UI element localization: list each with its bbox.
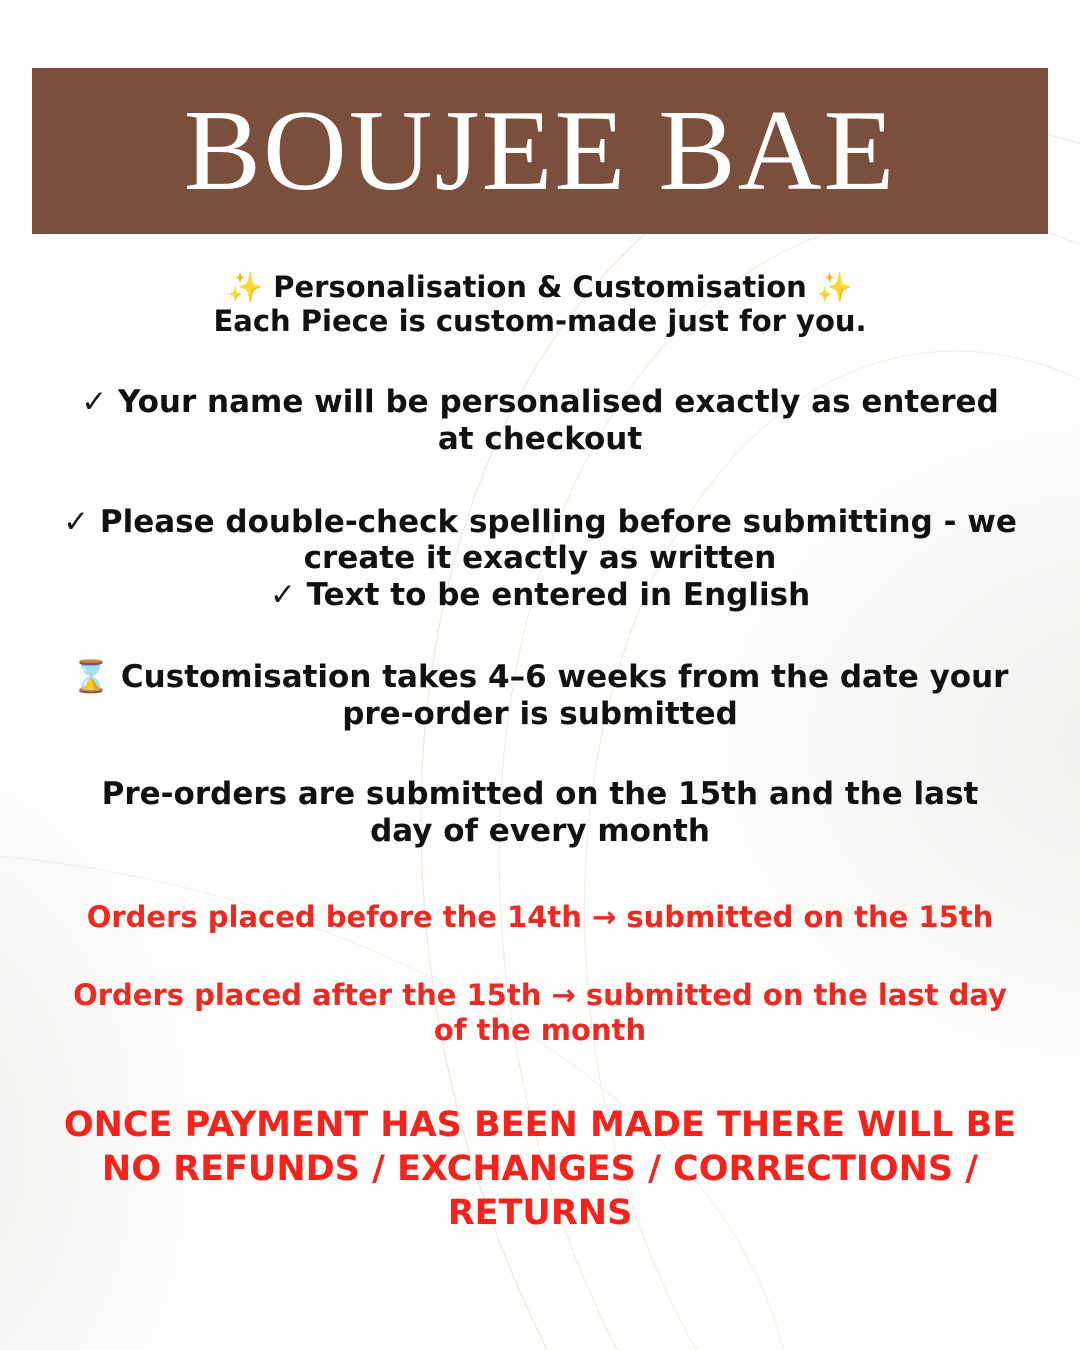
intro-line-1: Personalisation & Customisation <box>273 270 807 304</box>
check-item-1 <box>40 384 1040 457</box>
sparkle-icon-left: ✨ <box>227 270 264 304</box>
preorder-note: Pre-orders are submitted on the 15th and the last day of every month <box>101 776 979 850</box>
intro-line-2: Each Piece is custom-made just for you. <box>213 304 867 339</box>
check-icon: ✓ <box>63 503 90 540</box>
timing-text: Customisation takes 4–6 weeks from the date your pre-order is submitted <box>120 659 1009 732</box>
brand-title: BOUJEE BAE <box>183 87 897 215</box>
sparkle-icon-right: ✨ <box>816 270 853 304</box>
check-icon: ✓ <box>269 576 296 613</box>
rule-before-14th: Orders placed before the 14th → submitted on the 15th <box>86 899 994 934</box>
check-icon: ✓ <box>81 384 108 421</box>
check-item-3-text: Text to be entered in English <box>306 576 811 613</box>
check-item-2 <box>40 504 1040 614</box>
timing-block <box>40 659 1040 732</box>
check-item-3 <box>60 577 1020 614</box>
rule-after-15th: Orders placed after the 15th → submitted on the last day of the month <box>73 978 1007 1048</box>
check-item-2-text: Please double-check spelling before submitting - we create it exactly as written <box>99 503 1017 577</box>
check-item-1-text: Your name will be personalised exactly as entered at checkout <box>117 384 999 458</box>
hourglass-icon: ⌛ <box>71 659 111 696</box>
brand-header-band <box>32 68 1048 234</box>
no-refunds-notice: ONCE PAYMENT HAS BEEN MADE THERE WILL BE NO REFUNDS / EXCHANGES / CORRECTIONS / RETURNS <box>63 1105 1017 1233</box>
policy-content <box>40 262 1040 1235</box>
intro-block <box>40 270 1040 338</box>
